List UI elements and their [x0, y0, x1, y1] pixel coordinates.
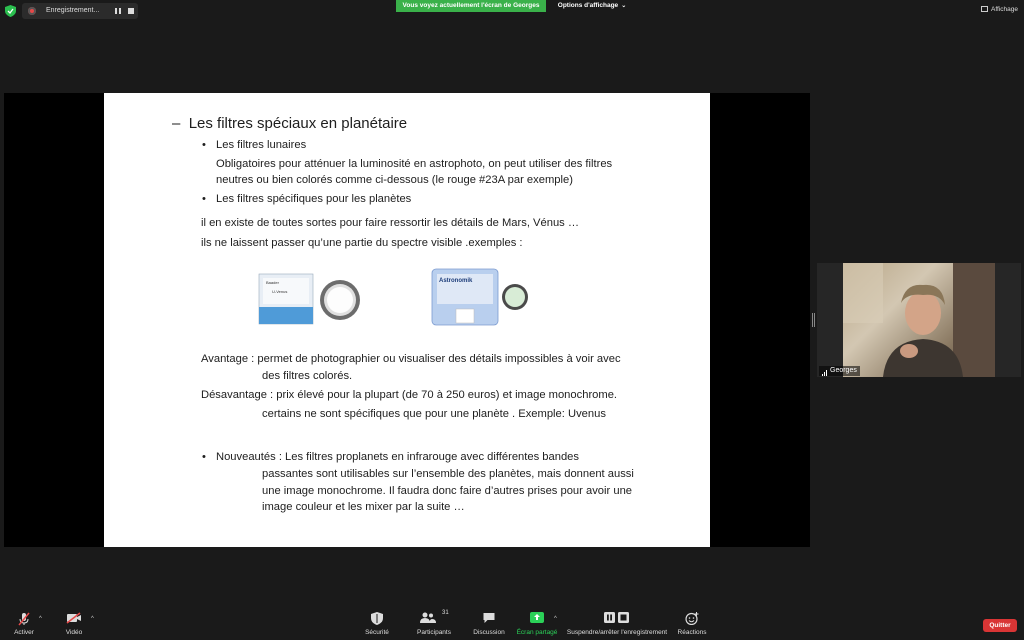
- uvenus-filter-graphic: [254, 269, 374, 329]
- participant-name: Georges: [830, 367, 857, 374]
- text-line: certains ne sont spécifiques que pour une planète . Exemple: Uvenus: [262, 408, 606, 420]
- pause-stop-recording-label: Suspendre/arrêter l'enregistrement: [566, 629, 668, 636]
- meeting-toolbar: [0, 606, 1024, 640]
- text-line: Désavantage : prix élevé pour la plupart (de 70 à 250 euros) et image monochrome.: [201, 389, 618, 401]
- splitter-handle[interactable]: [812, 313, 815, 327]
- video-button[interactable]: [58, 606, 90, 640]
- chat-button[interactable]: [470, 606, 508, 640]
- chevron-up-icon[interactable]: ^: [39, 616, 42, 622]
- security-button[interactable]: [360, 606, 394, 640]
- participants-label: Participants: [417, 629, 451, 636]
- leave-meeting-button[interactable]: Quitter: [983, 619, 1017, 632]
- bullet-line: [202, 137, 306, 153]
- astronomik-filter-image: [429, 265, 539, 329]
- chat-bubble-icon: [483, 612, 496, 624]
- security-label: Sécurité: [365, 629, 389, 636]
- text-line: neutres ou bien colorés comme ci-dessous (le rouge #23A par exemple): [216, 174, 573, 186]
- share-screen-button[interactable]: [516, 606, 558, 640]
- share-screen-label: Écran partagé: [516, 629, 558, 636]
- text-line: passantes sont utilisables sur l’ensemble des planètes, mais donnent aussi: [262, 468, 634, 480]
- pause-icon[interactable]: [115, 8, 121, 14]
- video-off-icon: [66, 612, 82, 624]
- bullet-dot: •: [202, 193, 206, 205]
- presentation-slide: [104, 93, 710, 547]
- chevron-up-icon[interactable]: ^: [554, 616, 557, 622]
- reactions-label: Réactions: [677, 629, 707, 636]
- pause-stop-recording-button[interactable]: [566, 606, 668, 640]
- security-shield-icon: [371, 612, 383, 625]
- recording-indicator: [22, 3, 138, 19]
- chevron-down-icon: ⌄: [621, 3, 627, 9]
- text-line: une image monochrome. Il faudra donc faire d’autres prises pour avoir une: [262, 485, 633, 497]
- text-line: Obligatoires pour atténuer la luminosité en astrophoto, on peut utiliser des filtres: [216, 158, 613, 170]
- participants-button[interactable]: [412, 606, 456, 640]
- top-bar: [0, 0, 1024, 22]
- signal-icon: [822, 366, 828, 376]
- uvenus-filter-image: [254, 269, 374, 329]
- bullet-text: Les filtres lunaires: [216, 139, 307, 151]
- participant-name-tag: [819, 366, 860, 376]
- bullet-dot: •: [202, 139, 206, 151]
- bullet-line: [202, 191, 411, 207]
- video-label: Vidéo: [65, 629, 83, 636]
- record-icon: [28, 7, 36, 15]
- participants-icon: [420, 612, 436, 624]
- bullet-dot: •: [202, 451, 206, 463]
- layout-icon: [981, 6, 988, 12]
- text-line: ils ne laissent passer qu’une partie du spectre visible .exemples :: [201, 237, 523, 249]
- slide-heading-text: Les filtres spéciaux en planétaire: [188, 115, 408, 132]
- affichage-button[interactable]: [981, 4, 1018, 16]
- box1-name: U-Venus: [272, 289, 288, 294]
- chevron-up-icon[interactable]: ^: [91, 616, 94, 622]
- chat-label: Discussion: [473, 629, 505, 636]
- shared-screen: [4, 93, 810, 547]
- text-line: image couleur et les mixer par la suite …: [262, 501, 465, 513]
- emoji-reaction-icon: [686, 612, 699, 625]
- stop-icon[interactable]: [128, 8, 134, 14]
- dash-bullet: –: [172, 115, 189, 132]
- text-line: des filtres colorés.: [262, 370, 353, 382]
- reactions-button[interactable]: [674, 606, 710, 640]
- bullet-text: Nouveautés : Les filtres proplanets en infrarouge avec différentes bandes: [216, 451, 579, 463]
- shield-icon[interactable]: [5, 5, 16, 17]
- mute-button[interactable]: [6, 606, 42, 640]
- pause-stop-icon: [604, 612, 630, 624]
- screen-share-banner: Vous voyez actuellement l'écran de Georges: [396, 0, 546, 12]
- share-screen-icon: [530, 612, 544, 624]
- recording-label: Enregistrement...: [46, 7, 100, 14]
- bullet-line: [202, 449, 579, 465]
- slide-heading: [172, 115, 407, 132]
- participant-video-tile[interactable]: [817, 263, 1021, 377]
- box2-brand: Astronomik: [439, 278, 473, 284]
- text-line: Avantage : permet de photographier ou visualiser des détails impossibles à voir avec: [201, 353, 621, 365]
- text-line: il en existe de toutes sortes pour faire ressortir les détails de Mars, Vénus …: [201, 217, 580, 229]
- astronomik-filter-graphic: [429, 265, 539, 329]
- view-options-button[interactable]: [552, 0, 632, 12]
- view-options-label: Options d'affichage: [557, 2, 619, 9]
- microphone-muted-icon: [17, 612, 31, 626]
- participant-video: [843, 263, 995, 377]
- participant-figure: [843, 263, 995, 377]
- box1-brand: Baader: [266, 280, 279, 285]
- bullet-text: Les filtres spécifiques pour les planètes: [216, 193, 412, 205]
- mute-label: Activer: [14, 629, 34, 636]
- participants-count: 31: [442, 610, 449, 616]
- affichage-label: Affichage: [991, 6, 1018, 13]
